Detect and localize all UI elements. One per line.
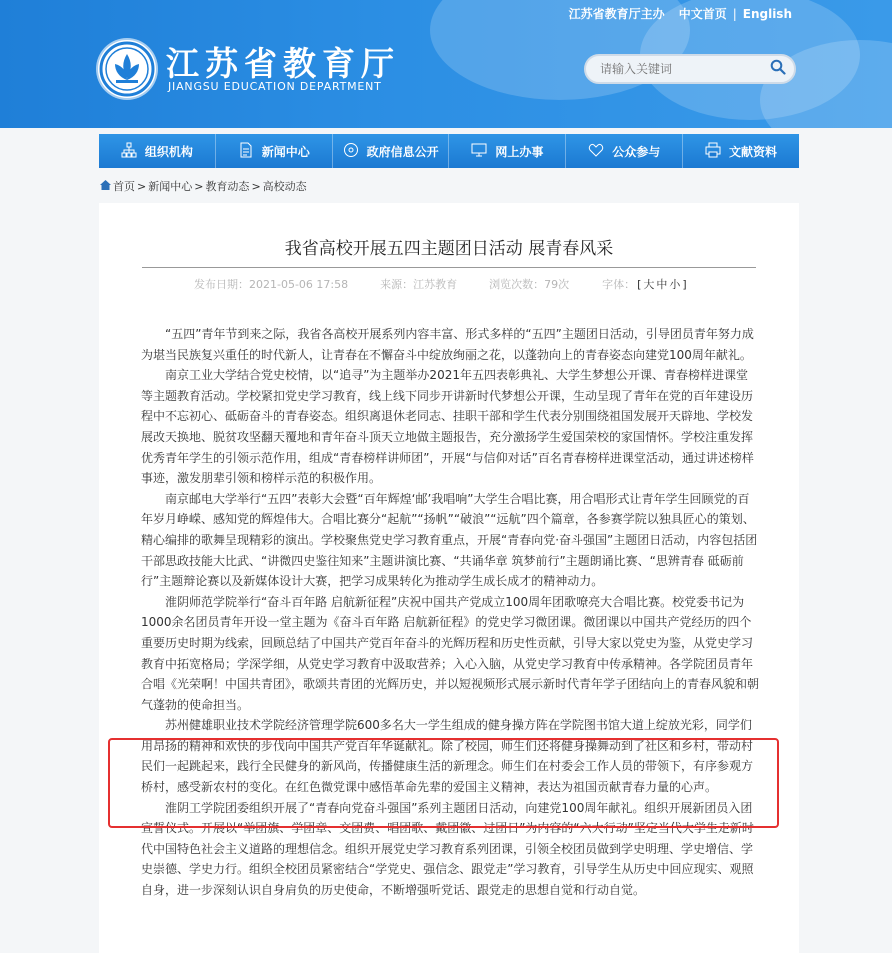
breadcrumb-separator: >: [194, 179, 204, 193]
publish-date: 发布日期：2021-05-06 17:58: [194, 278, 349, 291]
article-source: 来源：江苏教育: [380, 278, 458, 291]
heart-icon: [588, 142, 604, 161]
nav-item-public[interactable]: [566, 134, 683, 168]
search-icon[interactable]: [770, 59, 786, 79]
home-link[interactable]: 中文首页: [678, 7, 727, 21]
monitor-icon: [471, 142, 487, 161]
site-logo-title[interactable]: 江苏省教育厅: [166, 44, 400, 83]
breadcrumb-home[interactable]: 首页: [113, 180, 135, 193]
site-header: [0, 0, 892, 128]
nav-item-docs[interactable]: [683, 134, 799, 168]
disc-icon: [343, 142, 359, 161]
nav-item-org[interactable]: [99, 134, 216, 168]
view-count: 浏览次数：79次: [489, 278, 570, 291]
font-size-large[interactable]: 大: [643, 278, 655, 291]
link-separator: |: [732, 6, 737, 21]
host-label: 江苏省教育厅主办: [568, 7, 665, 21]
breadcrumb: [100, 178, 307, 194]
breadcrumb-separator: >: [137, 179, 147, 193]
english-link[interactable]: English: [742, 6, 792, 21]
printer-icon: [705, 142, 721, 161]
main-nav: [99, 134, 799, 168]
nav-label: 新闻中心: [261, 144, 310, 159]
site-logo-subtitle: JIANGSU EDUCATION DEPARTMENT: [168, 80, 382, 93]
article-paragraph-highlighted: 苏州健雄职业技术学院经济管理学院600多名大一学生组成的健身操方阵在学院图书馆大道上绽放光彩，同学们用昂扬的精神和欢快的步伐向中国共产党百年华诞献礼。除了校园，师生们还将健身操舞动到了社区和乡村，带动村民们一起跳起来，践行全民健身的新风尚，传播健康生活的新理念。师生们在村委会工作人员的带领下，有序参观方桥村，感受新农村的变化。在红色微党课中感悟革命先辈的爱国主义精神，表达为祖国贡献青春力量的心声。: [141, 718, 754, 795]
breadcrumb-separator: >: [251, 179, 261, 193]
logo-emblem-icon[interactable]: [98, 40, 156, 98]
article-paragraph: 南京邮电大学举行“五四”表彰大会暨“百年辉煌‘邮’我唱响”大学生合唱比赛，用合唱形式让青年学生回顾党的百年岁月峥嵘、感知党的辉煌伟大。合唱比赛分“起航”“扬帆”“破浪”“远航”四个篇章，各参赛学院以独具匠心的策划、精心编排的歌舞呈现精彩的演出。学校聚焦党史学习教育重点，开展“青春向党·奋斗强国”主题团日活动，内容包括团干部思政技能大比武、“讲微四史鉴往知来”主题讲演比赛、“共诵华章 筑梦前行”主题朗诵比赛、“思辨青春 砥砺前行”主题辩论赛以及新媒体设计大赛，把学习成果转化为推动学生成长成才的精神动力。: [141, 491, 758, 589]
document-icon: [238, 142, 254, 161]
article-paragraph: “五四”青年节到来之际，我省各高校开展系列内容丰富、形式多样的“五四”主题团日活动，引导团员青年努力成为堪当民族复兴重任的时代新人，让青春在不懈奋斗中绽放绚丽之花，以蓬勃向上的青春姿态向建党100周年献礼。: [141, 327, 754, 362]
nav-label: 公众参与: [612, 144, 661, 159]
nav-item-news[interactable]: [216, 134, 333, 168]
font-bracket-open: [: [637, 278, 642, 291]
font-size-label: 字体：: [602, 278, 636, 291]
article-body: [141, 324, 759, 901]
nav-label: 组织机构: [144, 144, 193, 159]
nav-label: 文献资料: [729, 144, 778, 159]
title-divider: [142, 267, 756, 268]
breadcrumb-edu-news[interactable]: 教育动态: [205, 180, 250, 193]
font-bracket-close: ]: [682, 278, 687, 291]
breadcrumb-news[interactable]: 新闻中心: [148, 180, 193, 193]
nav-item-gov-info[interactable]: [333, 134, 450, 168]
font-size-control: [601, 276, 688, 292]
search-box: [584, 54, 796, 84]
article-paragraph: 淮阴工学院团委组织开展了“青春向党奋斗强国”系列主题团日活动，向建党100周年献礼。组织开展新团员入团宣誓仪式。开展以“举团旗、学团章、交团费、唱团歌、戴团徽、过团日”为内容的“六大行动”坚定当代大学生走新时代中国特色社会主义道路的理想信念。组织开展党史学习教育系列团课，引领全校团员做到学史明理、学史增信、学史崇德、学史力行。组织全校团员紧密结合“学党史、强信念、跟党走”学习教育，引导学生从历史中回应现实、观照自身，进一步深刻认识自身肩负的历史使命，不断增强听党话、跟党走的思想自觉和行动自觉。: [141, 800, 754, 898]
nav-label: 网上办事: [495, 144, 544, 159]
nav-label: 政府信息公开: [366, 144, 439, 159]
search-input[interactable]: [598, 61, 770, 77]
article-paragraph: 南京工业大学结合党史校情，以“追寻”为主题举办2021年五四表彰典礼、大学生梦想公开课、青春榜样进课堂等主题教育活动。学校紧扣党史学习教育，线上线下同步开讲新时代梦想公开课，生动呈现了青年在党的百年建设历程中不忘初心、砥砺奋斗的青春姿态。组织离退休老同志、挂职干部和学生代表分别围绕祖国发展开天辟地、学校发展改天换地、脱贫攻坚翻天覆地和青年奋斗顶天立地做主题报告，充分激扬学生爱国荣校的家国情怀。学校注重发挥优秀青年学生的引领示范作用，组成“青春榜样讲师团”，开展“与信仰对话”百名青春榜样进课堂活动，通过讲述榜样事迹，激发朋辈引领和榜样示范的积极作用。: [141, 368, 754, 486]
org-chart-icon: [121, 142, 137, 161]
nav-item-online-service[interactable]: [449, 134, 566, 168]
breadcrumb-university-news[interactable]: 高校动态: [262, 180, 307, 193]
article-paragraph: 淮阴师范学院举行“奋斗百年路 启航新征程”庆祝中国共产党成立100周年团歌嘹亮大合唱比赛。校党委书记为1000余名团员青年开设一堂主题为《奋斗百年路 启航新征程》的党史学习微团课。微团课以中国共产党经历的四个重要历史时期为线索，回顾总结了中国共产党百年奋斗的光辉历程和历史性贡献，引导大家以党史为鉴，从党史学习教育中拓宽格局；学深学细，从党史学习教育中汲取营养；入心入脑，从党史学习教育中传承精神。各学院团员青年合唱《光荣啊！中国共青团》，歌颂共青团的光辉历史，并以短视频形式展示新时代青年学子团结向上的青春风貌和朝气蓬勃的使命担当。: [141, 594, 760, 712]
font-size-medium[interactable]: 中: [656, 278, 668, 291]
top-links: [569, 5, 792, 22]
article-title: 我省高校开展五四主题团日活动 展青春风采: [284, 239, 614, 259]
article-meta: [194, 276, 688, 292]
article-card: [99, 203, 799, 953]
home-icon: [100, 180, 111, 193]
font-size-small[interactable]: 小: [669, 278, 681, 291]
